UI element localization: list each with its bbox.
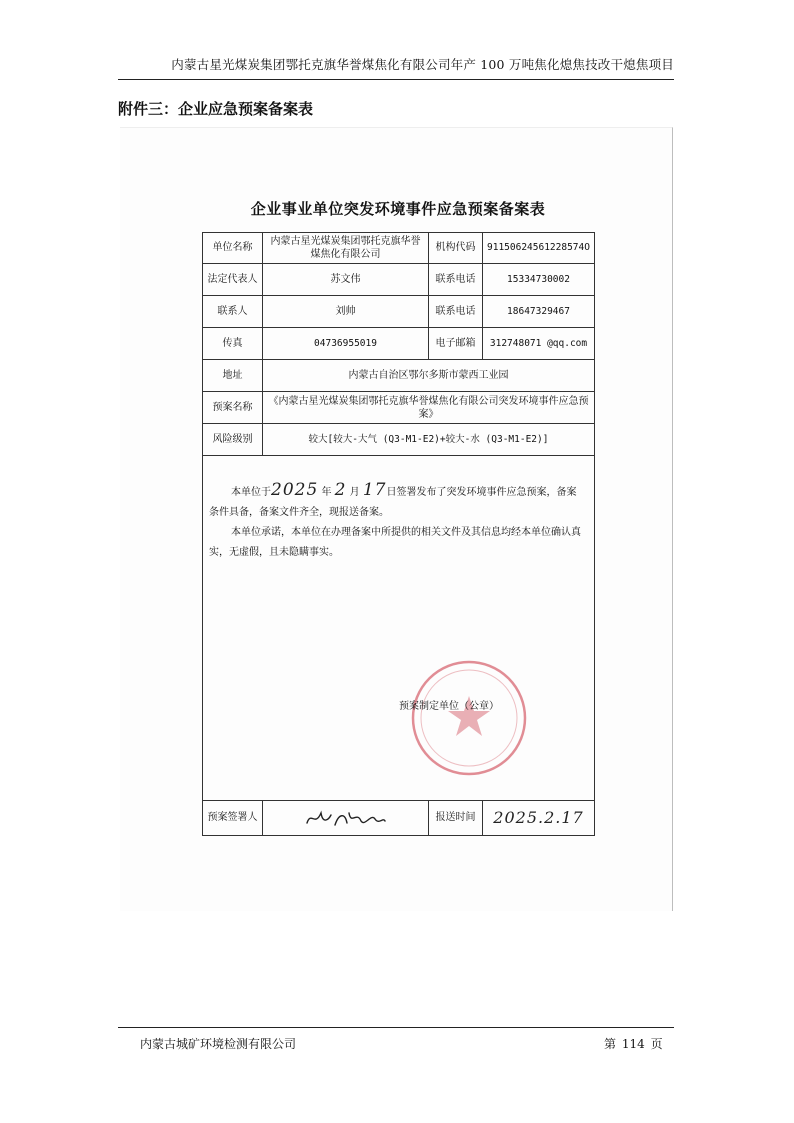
phone-value: 15334730002 (483, 264, 595, 296)
record-table (202, 232, 595, 836)
email-label: 电子邮箱 (429, 328, 483, 360)
unit-name-value: 内蒙古星光煤炭集团鄂托克旗华誉煤焦化有限公司 (263, 233, 429, 264)
page-number (604, 1035, 663, 1052)
email-value: 312748071 @qq.com (483, 328, 595, 360)
phone-value: 18647329467 (483, 296, 595, 328)
address-value: 内蒙古自治区鄂尔多斯市蒙西工业园 (263, 360, 595, 392)
table-row (203, 801, 595, 836)
form-title: 企业事业单位突发环境事件应急预案备案表 (250, 200, 546, 218)
header-rule (118, 79, 674, 80)
signer-label: 预案签署人 (203, 801, 263, 836)
plan-name-label: 预案名称 (203, 392, 263, 424)
table-row (203, 264, 595, 296)
org-code-label: 机构代码 (429, 233, 483, 264)
legal-rep-value: 苏文伟 (263, 264, 429, 296)
seal-caption: 预案制定单位（公章） (399, 701, 499, 712)
page-prefix: 第 (604, 1037, 617, 1051)
table-row (203, 392, 595, 424)
contact-label: 联系人 (203, 296, 263, 328)
handwritten-day: 17 (362, 480, 387, 500)
table-row (203, 424, 595, 456)
page-number-value: 114 (621, 1037, 645, 1051)
phone-label: 联系电话 (429, 264, 483, 296)
plan-name-value: 《内蒙古星光煤炭集团鄂托克旗华誉煤焦化有限公司突发环境事件应急预案》 (263, 392, 595, 424)
statement-paragraph (209, 480, 586, 523)
table-row (203, 456, 595, 801)
year-unit: 年 (321, 487, 332, 498)
handwritten-year: 2025 (271, 480, 319, 500)
fax-label: 传真 (203, 328, 263, 360)
submit-time-value: 2025.2.17 (483, 801, 595, 836)
org-code-value: 91150624561228574O (483, 233, 595, 264)
section-title: 附件三：企业应急预案备案表 (118, 100, 314, 118)
statement-paragraph: 本单位承诺，本单位在办理备案中所提供的相关文件及其信息均经本单位确认真实，无虚假，且未隐瞒事实。 (209, 527, 581, 558)
signer-signature (263, 801, 429, 836)
statement-text-lead: 本单位于 (231, 487, 271, 498)
contact-value: 刘帅 (263, 296, 429, 328)
statement-cell (203, 456, 595, 801)
submit-time-label: 报送时间 (429, 801, 483, 836)
legal-rep-label: 法定代表人 (203, 264, 263, 296)
statement-text (209, 480, 586, 563)
risk-level-label: 风险级别 (203, 424, 263, 456)
handwritten-month: 2 (334, 480, 347, 500)
footer-rule (118, 1027, 674, 1028)
table-row (203, 296, 595, 328)
risk-level-value: 较大[较大-大气 (Q3-M1-E2)+较大-水 (Q3-M1-E2)] (263, 424, 595, 456)
month-unit: 月 (349, 487, 360, 498)
unit-name-label: 单位名称 (203, 233, 263, 264)
statement-text-tail: 日签署发布了突发环境事件应急预案，备案条件具备，备案文件齐全，现报送备案。 (209, 487, 577, 518)
address-label: 地址 (203, 360, 263, 392)
table-row (203, 328, 595, 360)
table-row (203, 360, 595, 392)
phone-label: 联系电话 (429, 296, 483, 328)
table-row (203, 233, 595, 264)
official-seal (399, 648, 539, 788)
footer-company: 内蒙古城矿环境检测有限公司 (140, 1037, 297, 1051)
fax-value: 04736955019 (263, 328, 429, 360)
running-header: 内蒙古星光煤炭集团鄂托克旗华誉煤焦化有限公司年产 100 万吨焦化熄焦技改干熄焦项目 (171, 57, 674, 72)
page-suffix: 页 (650, 1037, 663, 1051)
